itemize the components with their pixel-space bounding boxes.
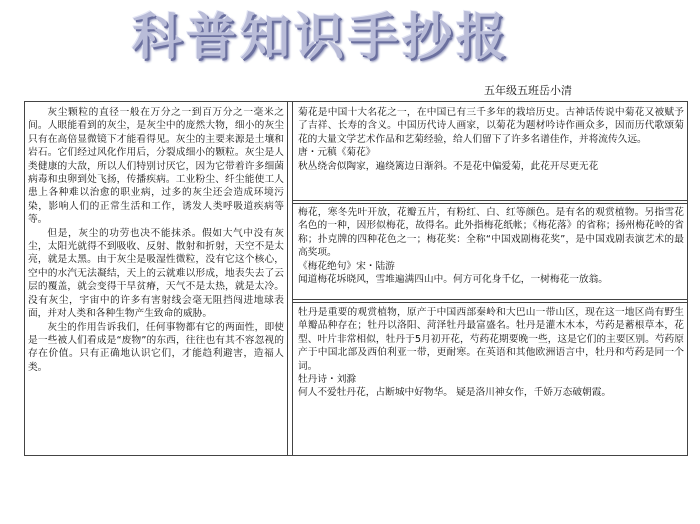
plum-section bbox=[298, 206, 684, 297]
author-byline: 五年级五班岳小清 bbox=[484, 84, 572, 97]
section-divider-2 bbox=[293, 299, 688, 303]
chrysanthemum-poem-title: 唐・元稹《菊花》 bbox=[298, 147, 376, 159]
dust-paragraph-1: 灰尘颗粒的直径一般在万分之一到百万分之一毫米之间。人眼能看到的灰尘，是灰尘中的庞然大物，细小的灰尘只有在高倍显微镜下才能看得见。灰尘的主要来源是土壤和岩石。它们经过风化作用后，分裂成细小的颗粒。灰尘是人类健康的大敌，所以人们特别讨厌它，因为它带着许多细菌病毒和虫卵到处飞扬，传播疾病。工业粉尘、纤尘能使工人患上各种难以治愈的职业病，过多的灰尘还会造成环境污染，影响人们的正常生活和工作，诱发人类呼吸道疾病等等。 bbox=[28, 107, 284, 226]
chrysanthemum-poem-line: 秋丛绕舍似陶家，遍绕篱边日渐斜。不是花中偏爱菊，此花开尽更无花 bbox=[298, 160, 599, 172]
plum-poem-line: 闻道梅花坼晓风，雪堆遍满四山中。何方可化身千亿，一树梅花一放翁。 bbox=[298, 274, 608, 286]
dust-paragraph-2: 但是，灰尘的功劳也决不能抹杀。假如大气中没有灰尘，太阳光就得不到吸收、反射、散射和折射，天空不是太亮，就是太黑。由于灰尘是吸湿性微粒，没有它这个核心，空中的水汽无法凝结，天上的云就难以形成，地表失去了云层的覆盖，就会变得干旱贫瘠，天气不是太热，就是太冷。没有灰尘，宇宙中的许多有害射线会毫无阻挡闯进地球表面，并对人类和各种生物产生致命的威胁。 bbox=[28, 227, 284, 320]
section-divider-1 bbox=[293, 200, 688, 204]
plum-poem-title: 《梅花绝句》宋・陆游 bbox=[298, 260, 395, 272]
dust-article bbox=[28, 106, 284, 454]
peony-poem-title: 牡丹诗・刘滁 bbox=[298, 374, 357, 386]
peony-text: 牡丹是重要的观赏植物，原产于中国西部秦岭和大巴山一带山区，现在这一地区尚有野生单瓣品种存在；牡丹以洛阳、菏泽牡丹最富盛名。牡丹是灌木木本，芍药是蓄根草本，花型、叶片非常相似，牡丹于5月初开花，芍药花期要晚一些，这是它们的主要区别。芍药原产于中国北部及西伯利亚一带，更耐寒。在英语和其他欧洲语言中，牡丹和芍药是同一个词。 bbox=[298, 307, 684, 372]
plum-text: 梅花，寒冬先叶开放，花瓣五片，有粉红、白、红等颜色。是有名的观赏植物。另指雪花名色的一种，因形似梅花，故得名。此外指梅花纸帐；《梅花落》的省称；扬州梅花岭的省称；扑克牌的四种花色之一；梅花奖：全称“中国戏剧梅花奖”，是中国戏剧表演艺术的最高奖项。 bbox=[298, 207, 684, 259]
column-divider bbox=[287, 101, 293, 456]
page-title: 科普知识手抄报 bbox=[132, 8, 510, 66]
peony-section bbox=[298, 306, 684, 454]
peony-poem-line: 何人不爱牡丹花，占断城中好物华。 疑是洛川神女作，千娇万态破朝霞。 bbox=[298, 387, 612, 399]
dust-paragraph-3: 灰尘的作用告诉我们，任何事物都有它的两面性，即使是一些被人们看成是“废物”的东西，往往也有其不容忽视的存在价值。只有正确地认识它们，才能趋利避害，造福人类。 bbox=[28, 321, 284, 373]
chrysanthemum-section bbox=[298, 106, 684, 198]
chrysanthemum-text: 菊花是中国十大名花之一，在中国已有三千多年的栽培历史。古神话传说中菊花又被赋予了吉祥、长寿的含义。中国历代诗人画家，以菊花为题材吟诗作画众多，因而历代歌颂菊花的大量文学艺术作品和艺菊经验，给人们留下了许多名谱佳作，并将流传久远。 bbox=[298, 107, 684, 145]
